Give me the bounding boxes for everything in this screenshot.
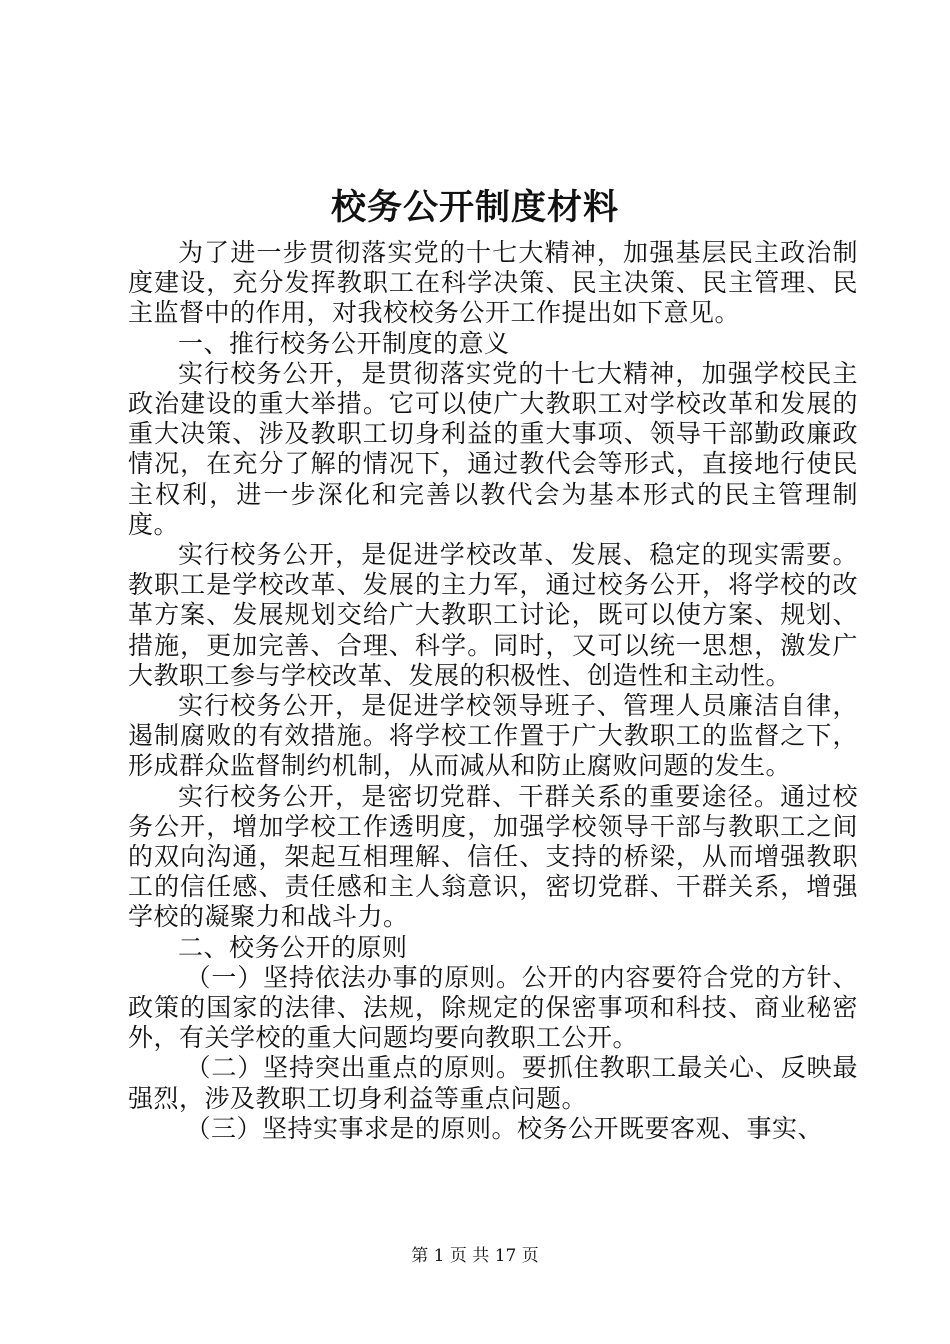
paragraph-significance-2: 实行校务公开，是促进学校改革、发展、稳定的现实需要。教职工是学校改革、发展的主力军，通过校务公开，将学校的改革方案、发展规划交给广大教职工讨论，既可以使方案、规划、措施，更加完善、合理、科学。同时，又可以统一思想，激发广大教职工参与学校改革、发展的积极性、创造性和主动性。 — [128, 540, 858, 690]
section-heading-principles: 二、校务公开的原则 — [178, 932, 408, 962]
paragraph-principle-2: （二）坚持突出重点的原则。要抓住教职工最关心、反映最强烈，涉及教职工切身利益等重点问题。 — [128, 1053, 858, 1113]
document-title: 校务公开制度材料 — [330, 188, 619, 228]
page-footer: 第 1 页 共 17 页 — [411, 1246, 539, 1266]
document-body — [128, 238, 858, 1144]
paragraph-intro: 为了进一步贯彻落实党的十七大精神，加强基层民主政治制度建设，充分发挥教职工在科学决策、民主决策、民主管理、民主监督中的作用，对我校校务公开工作提出如下意见。 — [128, 238, 858, 328]
paragraph-significance-4: 实行校务公开，是密切党群、干群关系的重要途径。通过校务公开，增加学校工作透明度，加强学校领导干部与教职工之间的双向沟通，架起互相理解、信任、支持的桥梁，从而增强教职工的信任感、责任感和主人翁意识，密切党群、干群关系，增强学校的凝聚力和战斗力。 — [128, 781, 858, 932]
paragraph-principle-1: （一）坚持依法办事的原则。公开的内容要符合党的方针、政策的国家的法律、法规，除规定的保密事项和科技、商业秘密外，有关学校的重大问题均要向教职工公开。 — [128, 962, 858, 1053]
paragraph-principle-3: （三）坚持实事求是的原则。校务公开既要客观、事实、 — [185, 1113, 824, 1143]
section-heading-significance: 一、推行校务公开制度的意义 — [178, 328, 510, 358]
paragraph-significance-3: 实行校务公开，是促进学校领导班子、管理人员廉洁自律，遏制腐败的有效措施。将学校工作置于广大教职工的监督之下，形成群众监督制约机制，从而减从和防止腐败问题的发生。 — [128, 691, 858, 781]
paragraph-significance-1: 实行校务公开，是贯彻落实党的十七大精神，加强学校民主政治建设的重大举措。它可以使广大教职工对学校改革和发展的重大决策、涉及教职工切身利益的重大事项、领导干部勤政廉政情况，在充分了解的情况下，通过教代会等形式，直接地行使民主权利，进一步深化和完善以教代会为基本形式的民主管理制度。 — [128, 358, 858, 539]
